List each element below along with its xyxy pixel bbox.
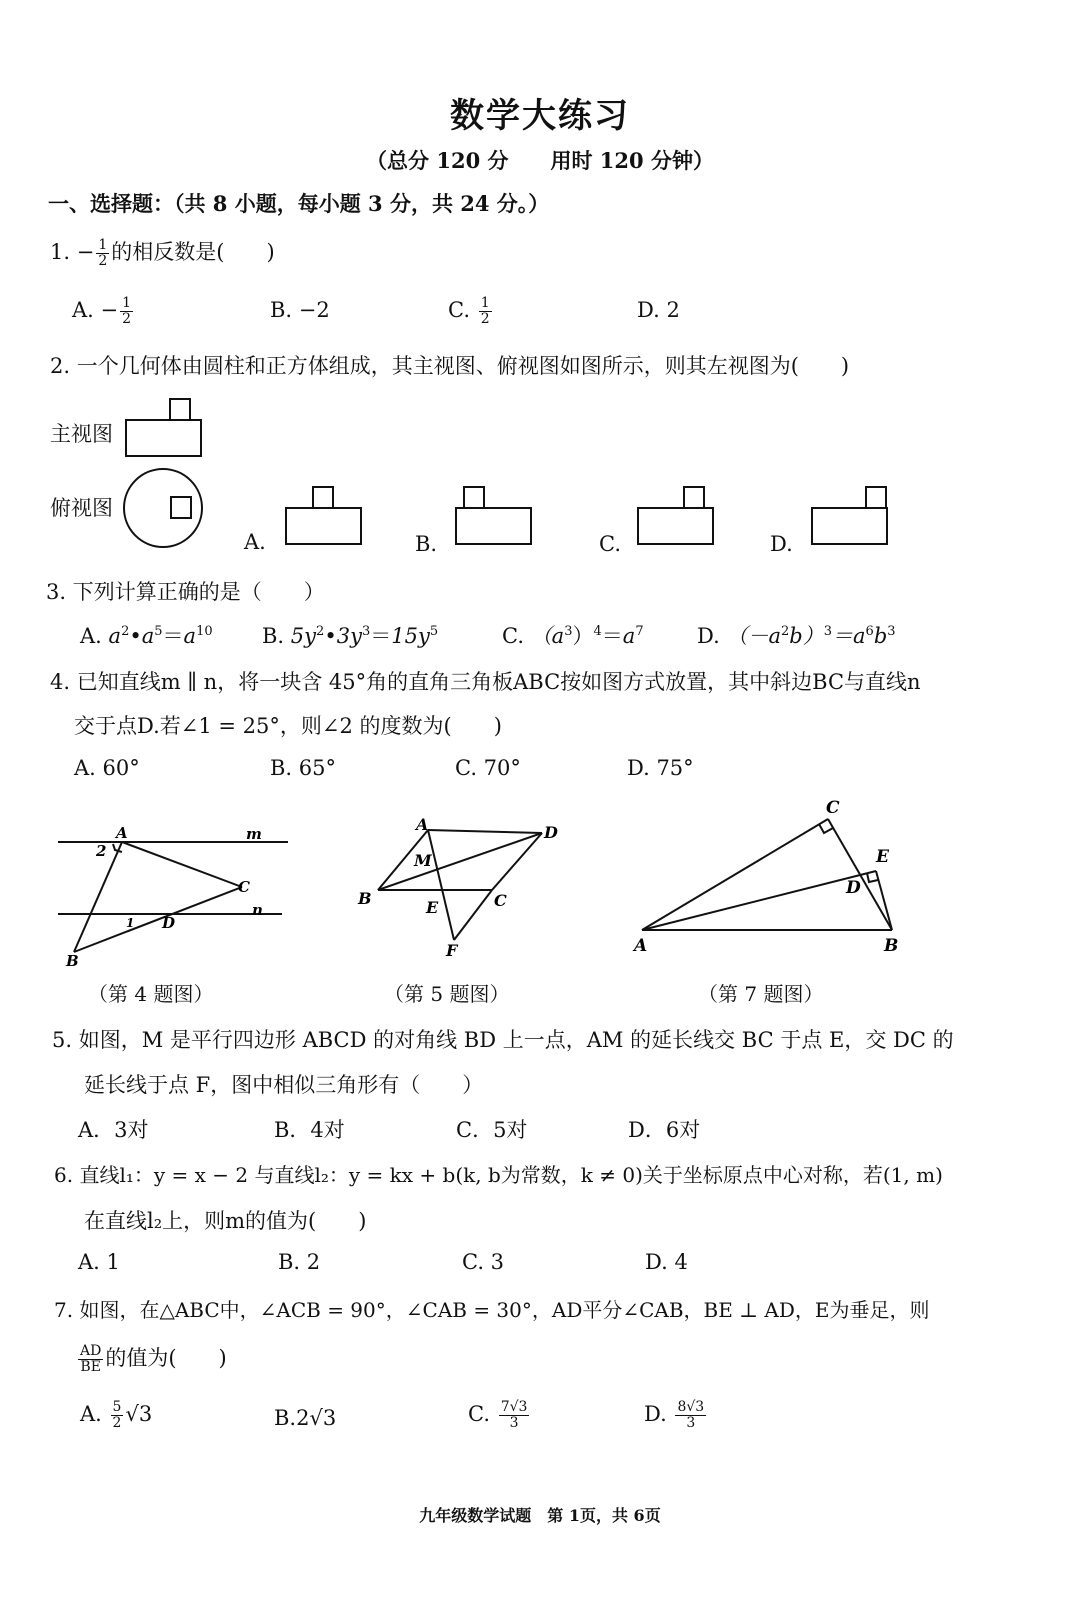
q3-option-a: [80, 620, 213, 650]
exponent: 10: [196, 624, 213, 639]
base: b: [873, 624, 888, 648]
option-a-rect: [286, 508, 361, 544]
exponent: 3: [823, 624, 832, 639]
main-view-label: 主视图: [50, 422, 113, 446]
label-b: B: [358, 889, 372, 908]
q6-option-a: A. 1: [78, 1250, 120, 1274]
frac-den: 2: [112, 1415, 122, 1431]
page-title: 数学大练习: [450, 96, 630, 136]
option-fraction: [479, 296, 492, 327]
option-label: B.: [262, 624, 285, 648]
label-d: D: [544, 823, 558, 842]
q4-option-d: D. 75°: [627, 756, 694, 780]
label-m: m: [246, 825, 262, 843]
top-view-label: 俯视图: [50, 496, 113, 520]
q7-option-d: [644, 1400, 708, 1431]
term: 15y: [391, 624, 430, 648]
q4-option-b: B. 65°: [270, 756, 337, 780]
label-n: n: [252, 901, 263, 919]
base: a: [108, 624, 122, 648]
term: 3y: [336, 624, 362, 648]
label-c: C: [826, 798, 840, 818]
exponent: 2: [780, 624, 790, 639]
label-a: A: [416, 815, 429, 834]
label-d: D: [846, 878, 861, 898]
exponent: 3: [564, 624, 573, 639]
q1-option-d: D. 2: [637, 298, 680, 322]
exponent: 3: [361, 624, 371, 639]
figure-4-caption: （第 4 题图）: [88, 982, 214, 1006]
option-label: A.: [80, 624, 102, 648]
main-view-rect: [126, 420, 201, 456]
question-6-line-1: 6. 直线l₁：y = x − 2 与直线l₂：y = kx + b(k, b为常数，k ≠ 0)关于坐标原点中心对称，若(1, m): [54, 1163, 943, 1187]
question-6-line-2: 在直线l₂上，则m的值为( ): [84, 1209, 367, 1233]
label-angle-2: 2: [96, 842, 107, 860]
option-fraction: [120, 296, 133, 327]
option-label: C.: [468, 1402, 490, 1426]
section-heading: 一、选择题：（共 8 小题，每小题 3 分，共 24 分。）: [48, 191, 550, 216]
exponent: 5: [154, 624, 163, 639]
q7-option-a: [80, 1400, 152, 1431]
option-a-square: [313, 487, 333, 508]
q1-number: 1.: [50, 240, 71, 264]
frac-den: BE: [80, 1359, 101, 1375]
frac-num: 5: [112, 1399, 122, 1415]
term: b）: [789, 624, 824, 648]
label-e: E: [876, 847, 889, 867]
option-fraction: [499, 1400, 530, 1431]
base: a: [183, 624, 197, 648]
line-cf: [454, 890, 492, 940]
q7-fraction: [78, 1344, 103, 1375]
option-label: D.: [697, 624, 720, 648]
question-5-line-1: 5. 如图，M 是平行四边形 ABCD 的对角线 BD 上一点，AM 的延长线交 BC 于点 E，交 DC 的: [52, 1028, 954, 1052]
label-a: A: [116, 824, 128, 842]
option-fraction: [111, 1400, 124, 1431]
question-4-line-2: 交于点D.若∠1 = 25°，则∠2 的度数为( ): [74, 714, 502, 738]
q1-option-a: [72, 296, 135, 327]
q3-option-d: [697, 620, 896, 650]
q4-option-c: C. 70°: [455, 756, 521, 780]
paren: ）: [572, 624, 594, 648]
option-label: A.: [80, 1402, 102, 1426]
term: 5y: [290, 624, 317, 648]
exponent: 2: [316, 624, 325, 639]
frac-den: 2: [122, 311, 132, 327]
equals: ＝: [601, 624, 623, 648]
main-view-square: [170, 399, 190, 420]
option-label: C.: [502, 624, 524, 648]
q1-rest: 的相反数是( ): [111, 240, 275, 264]
q2-option-c-label: C.: [599, 532, 621, 556]
q6-option-c: C. 3: [462, 1250, 505, 1274]
figure-5: [350, 810, 570, 965]
segment-be: [876, 871, 892, 930]
frac-num: 7√3: [500, 1399, 528, 1415]
frac-num: AD: [80, 1343, 102, 1359]
option-root: √3: [125, 1402, 153, 1426]
question-1-stem: [50, 236, 275, 269]
side-ac: [642, 819, 828, 930]
option-c-rect: [638, 508, 713, 544]
frac-den: 3: [686, 1415, 696, 1431]
frac-den: 2: [98, 253, 108, 269]
label-c: C: [494, 891, 507, 910]
q2-option-b-label: B.: [415, 532, 438, 556]
option-b-rect: [456, 508, 531, 544]
frac-den: 3: [509, 1415, 519, 1431]
top-view-square: [171, 497, 191, 518]
figure-7: [630, 795, 910, 960]
label-d: D: [162, 914, 176, 932]
term: （－a: [726, 624, 781, 648]
label-b: B: [66, 952, 79, 970]
equals: ＝: [370, 624, 392, 648]
option-fraction: [675, 1400, 706, 1431]
q1-option-b: B. −2: [270, 298, 330, 322]
exponent: 7: [635, 624, 644, 639]
term: （a: [530, 624, 565, 648]
equals: ＝: [162, 624, 184, 648]
q2-option-a-label: A.: [244, 530, 266, 554]
q7-option-b: B.2√3: [274, 1406, 337, 1430]
label-f: F: [446, 941, 458, 960]
q1-minus: −: [76, 240, 95, 264]
option-c-square: [684, 487, 704, 508]
q6-option-d: D. 4: [645, 1250, 688, 1274]
q7-option-c: [468, 1400, 531, 1431]
page-footer: 九年级数学试题 第 1页，共 6页: [419, 1506, 661, 1525]
q5-option-d: D．6对: [628, 1118, 701, 1142]
question-3-stem: 3. 下列计算正确的是（ ）: [46, 580, 325, 604]
dot: •: [129, 624, 142, 648]
option-label: A.: [72, 298, 94, 322]
page-subtitle: （总分 120 分 用时 120 分钟）: [366, 148, 714, 173]
option-d-rect: [812, 508, 887, 544]
q3-option-c: [502, 620, 644, 650]
figure-4: [50, 815, 290, 975]
question-7-line-1: 7. 如图，在△ABC中，∠ACB = 90°，∠CAB = 30°，AD平分∠CAB，BE ⊥ AD，E为垂足，则: [54, 1298, 930, 1322]
side-ac: [122, 842, 242, 887]
base: a: [141, 624, 155, 648]
label-m: M: [414, 851, 432, 870]
question-2-stem: 2. 一个几何体由圆柱和正方体组成，其主视图、俯视图如图所示，则其左视图为( ): [50, 354, 850, 378]
side-ad: [428, 830, 542, 833]
label-b: B: [884, 936, 899, 956]
frac-num: 1: [480, 295, 490, 311]
option-b-square: [464, 487, 484, 508]
exponent: 4: [593, 624, 602, 639]
frac-num: 1: [122, 295, 132, 311]
exponent: 5: [429, 624, 439, 639]
q1-option-c: [448, 296, 494, 327]
base: a: [622, 624, 636, 648]
frac-den: 2: [480, 311, 490, 327]
frac-num: 1: [98, 237, 108, 253]
exponent: 2: [121, 624, 130, 639]
q2-option-d-label: D.: [770, 532, 793, 556]
label-a: A: [634, 936, 648, 956]
q7-rest: 的值为( ): [105, 1346, 227, 1370]
q3-option-b: [262, 620, 438, 650]
line-af: [428, 830, 454, 940]
dot: •: [324, 624, 337, 648]
q5-option-a: A．3对: [78, 1118, 149, 1142]
q4-option-a: A. 60°: [74, 756, 140, 780]
q2-figure: [120, 395, 920, 560]
segment-ae: [642, 871, 876, 930]
q1-fraction: [96, 238, 109, 269]
question-7-line-2: [76, 1342, 227, 1375]
option-d-square: [866, 487, 886, 508]
exponent: 6: [865, 624, 874, 639]
frac-num: 8√3: [677, 1399, 705, 1415]
figure-5-caption: （第 5 题图）: [384, 982, 510, 1006]
label-angle-1: 1: [126, 916, 135, 930]
label-e: E: [426, 898, 439, 917]
figure-7-caption: （第 7 题图）: [698, 982, 824, 1006]
option-label: D.: [644, 1402, 667, 1426]
question-5-line-2: 延长线于点 F，图中相似三角形有（ ）: [84, 1073, 484, 1097]
option-minus: −: [100, 298, 119, 322]
q5-option-c: C．5对: [456, 1118, 528, 1142]
q5-option-b: B．4对: [274, 1118, 345, 1142]
q6-option-b: B. 2: [278, 1250, 321, 1274]
equals: ＝a: [832, 624, 866, 648]
option-label: C.: [448, 298, 470, 322]
exponent: 3: [887, 624, 896, 639]
question-4-line-1: 4. 已知直线m ∥ n，将一块含 45°角的直角三角板ABC按如图方式放置，其中斜边BC与直线n: [50, 670, 921, 694]
label-c: C: [238, 878, 250, 896]
